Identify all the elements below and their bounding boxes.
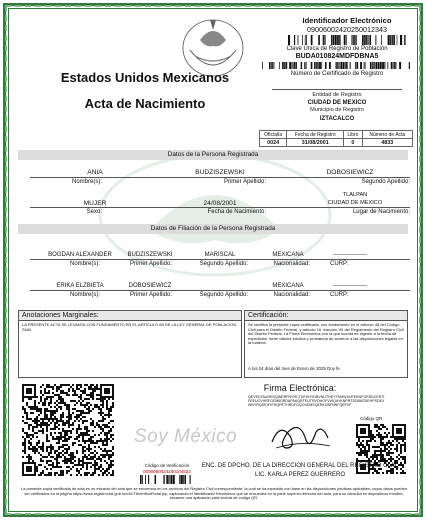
footer-legal-text: La presente copia certificada de acta es un extracto del acta que se encuentra en los archivos del Registro Civil correspondiente, la cual se ha expedido con base en las disposiciones jurídicas aplicables, cuyos datos pueden ser verificados en la página https://www.registrocivil.gob.mx/ACTAVerificaPortal.jsp, capturando el Identificador Electrónico que se encuentra en la parte superior derecha del acta, para su consulta en dispositivos móviles, escanee una aplicación para lectura de código QR. <box>21 486 407 501</box>
person-sex: MUJER <box>83 200 107 207</box>
left-qr-code <box>22 384 114 476</box>
parent1-name-label: Nombre(s): <box>69 261 100 267</box>
divider <box>30 290 410 291</box>
table-header-cell: Libro <box>344 131 362 139</box>
person-birth-place: CIUDAD DE MEXICO <box>327 200 383 206</box>
certification-title: Certificación: <box>245 311 407 321</box>
municipality-name: IZTACALCO <box>319 116 355 122</box>
table-header-cell: Oficialía <box>260 131 287 139</box>
signer-title: ENC. DE DPCHO. DE LA DIRECCION GENERAL DEL REGISTRO CIVIL <box>201 463 399 469</box>
certificate-barcode <box>262 62 412 69</box>
parent1-curp: ----------------- <box>333 252 367 258</box>
certification-box <box>244 310 408 378</box>
qr-code-label: Código QR <box>360 416 383 421</box>
marginal-notes-box <box>18 310 242 378</box>
table-value-cell: 0 <box>344 139 362 147</box>
registry-table-values <box>260 139 413 147</box>
document-title: Acta de Nacimiento <box>84 96 206 111</box>
parent2-second-surname-label: Segundo Apellido: <box>199 292 248 298</box>
handwritten-signature <box>266 418 336 454</box>
parent1-first-surname-label: Primer Apellido: <box>129 261 172 267</box>
second-surname-label: Segundo Apellido: <box>361 179 410 185</box>
table-value-cell: 31/08/2001 <box>287 139 344 147</box>
parent2-curp: ----------------- <box>333 283 367 289</box>
marginal-notes-title: Anotaciones Marginales: <box>19 311 241 321</box>
verification-code: 0090060024200104833 <box>143 469 191 474</box>
parent1-first-surname: BUDZISZEWSKI <box>127 252 173 258</box>
registry-table-header <box>260 131 413 139</box>
identifier-title: Identificador Electrónico <box>302 16 392 25</box>
identifier-barcode <box>288 35 406 45</box>
electronic-signature-title: Firma Electrónica: <box>263 383 337 393</box>
person-first-surname: BUDZISZEWSKI <box>195 169 245 176</box>
municipality-label: Municipio de Registro <box>310 107 364 113</box>
registry-table <box>259 130 413 147</box>
parent1-curp-label: CURP: <box>330 261 349 267</box>
electronic-identifier <box>284 16 410 45</box>
name-label: Nombre(s): <box>71 179 102 185</box>
entity-name: CIUDAD DE MEXICO <box>307 100 367 106</box>
parent2-nationality-label: Nacionalidad: <box>273 292 310 298</box>
soy-mexico-watermark: Soy México <box>134 426 238 447</box>
identifier-number: 09006002420250012343 <box>307 25 387 34</box>
divider <box>30 207 410 208</box>
certification-date: A los 24 días del mes de Enero de 2025 Doy fe <box>248 366 340 371</box>
curp-label: Clave Única de Registro de Población <box>286 46 388 52</box>
entity-value-line <box>272 84 402 90</box>
first-surname-label: Primer Apellido: <box>223 179 266 185</box>
table-header-cell: Fecha de Registro <box>287 131 344 139</box>
registry-block <box>262 84 412 122</box>
parents-section-header: Datos de Filiación de la Persona Registrada <box>18 224 408 234</box>
table-value-cell: 4833 <box>362 139 412 147</box>
entity-label: Entidad de Registro <box>312 92 362 98</box>
table-header-cell: Número de Acta <box>362 131 412 139</box>
parent1-second-surname: MARISCAL <box>204 252 236 258</box>
sex-label: Sexo: <box>86 209 102 215</box>
birth-place-municipality: TLALPAN <box>342 192 368 198</box>
parent2-first-surname: DOBOSIEWICZ <box>128 283 172 289</box>
parent2-first-surname-label: Primer Apellido: <box>129 292 172 298</box>
parent2-nationality: MEXICANA <box>272 283 304 289</box>
parent1-name: BOGDAN ALEXANDER <box>48 252 112 258</box>
parent1-nationality: MEXICANA <box>272 252 304 258</box>
person-second-surname: DOBOSIEWICZ <box>326 169 374 176</box>
birth-place-label: Lugar de Nacimiento: <box>352 209 410 215</box>
divider <box>30 177 410 178</box>
marginal-notes-text: LA PRESENTE ACTA SE LEVANTA CON FUNDAMENTO EN EL ARTICULO 68 DE LA LEY GENERAL DE POBLACION. SUM. <box>22 322 238 332</box>
person-section-header: Datos de la Persona Registrada <box>18 150 408 160</box>
birth-date-label: Fecha de Nacimiento: <box>207 209 266 215</box>
curp-value: BUDA010824MDFDBNA5 <box>295 53 379 60</box>
table-value-cell: 0024 <box>260 139 287 147</box>
certification-text: Se certifica la presente copia certificada, con fundamento en el artículo 48 del Código Civil para el Distrito Federal, y artículo 10, fracción VII del Reglamento del Registro Civil del Distrito Federal. La Firma Electrónica con la que cuenta es vigente a la fecha de expedición, tiene validez jurídica y probatoria de acuerdo a las disposiciones legales en la materia. <box>248 322 404 346</box>
person-birth-date: 24/08/2001 <box>203 200 237 207</box>
signer-name: LIC. KARLA PEREZ GUERRERO <box>254 472 346 478</box>
parent2-name: ERIKA ELZBIETA <box>56 283 104 289</box>
certificate-number-label: Número de Certificado de Registro <box>290 71 384 77</box>
electronic-signature-code: QEVEUTAUHEDQWERFNYRCTUFGHYDBVNUTHEYTKMWXUFEKNFGRSDCERTIFEEUCVHRFCENBGRDAPAAQRTEUTRVOHGFVWQAYKNPRTSDBMTAEHPSDEXWNYRQEEHYFHQPETHRDFGQOXEMSQERKUBFNNFQEFVF <box>248 395 385 408</box>
person-name: ANIA <box>87 169 103 176</box>
parent2-name-label: Nombre(s): <box>69 292 100 298</box>
country-title: Estados Unidos Mexicanos <box>60 70 230 85</box>
verification-code-label: Código de Verificación <box>144 463 190 468</box>
parent1-second-surname-label: Segundo Apellido: <box>199 261 248 267</box>
divider <box>30 259 410 260</box>
parent1-nationality-label: Nacionalidad: <box>273 261 310 267</box>
parent2-curp-label: CURP: <box>330 292 349 298</box>
